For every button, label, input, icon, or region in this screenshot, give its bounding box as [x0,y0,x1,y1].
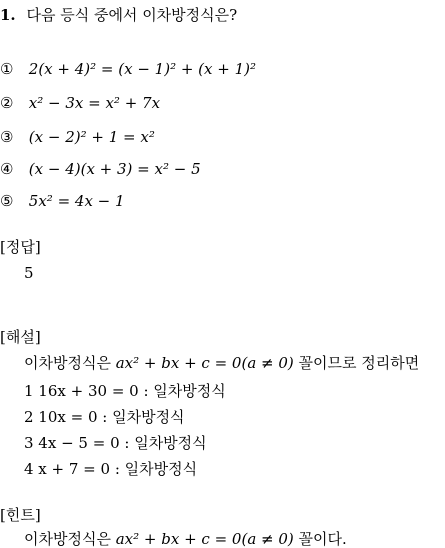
hint-label: [힌트] [0,506,41,524]
choice-mark: ④ [0,160,14,178]
explanation-intro [24,354,419,372]
choice-text: 5x² = 4x − 1 [28,192,125,210]
explanation-item-1: 1 16x + 30 = 0 : 일차방정식 [24,382,226,400]
choice-text: (x − 4)(x + 3) = x² − 5 [28,160,201,178]
choice-mark: ③ [0,128,14,146]
choice-mark: ① [0,60,14,78]
explanation-intro-suffix: 꼴이므로 정리하면 [298,354,420,372]
choice-text: x² − 3x = x² + 7x [28,94,161,112]
choice-3 [0,128,155,146]
explanation-label: [해설] [0,328,41,346]
choice-2 [0,94,160,112]
explanation-intro-prefix: 이차방정식은 [24,354,111,372]
hint-prefix: 이차방정식은 [24,530,111,548]
explanation-item-3: 3 4x − 5 = 0 : 일차방정식 [24,434,207,452]
hint-text [24,530,347,548]
explanation-item-2: 2 10x = 0 : 일차방정식 [24,408,185,426]
choice-1 [0,60,256,78]
choice-text: 2(x + 4)² = (x − 1)² + (x + 1)² [28,60,257,78]
question-line [0,6,237,24]
question-text: 다음 등식 중에서 이차방정식은? [26,6,238,24]
explanation-item-4: 4 x + 7 = 0 : 일차방정식 [24,460,198,478]
choice-text: (x − 2)² + 1 = x² [28,128,155,146]
hint-suffix: 꼴이다. [298,530,347,548]
hint-formula: ax² + bx + c = 0(a ≠ 0) [115,530,294,548]
answer-value: 5 [24,264,34,282]
choice-4 [0,160,201,178]
choice-5 [0,192,125,210]
explanation-intro-formula: ax² + bx + c = 0(a ≠ 0) [115,354,294,372]
problem-number: 1. [0,6,16,24]
choice-mark: ⑤ [0,192,14,210]
answer-label: [정답] [0,238,41,256]
choice-mark: ② [0,94,14,112]
